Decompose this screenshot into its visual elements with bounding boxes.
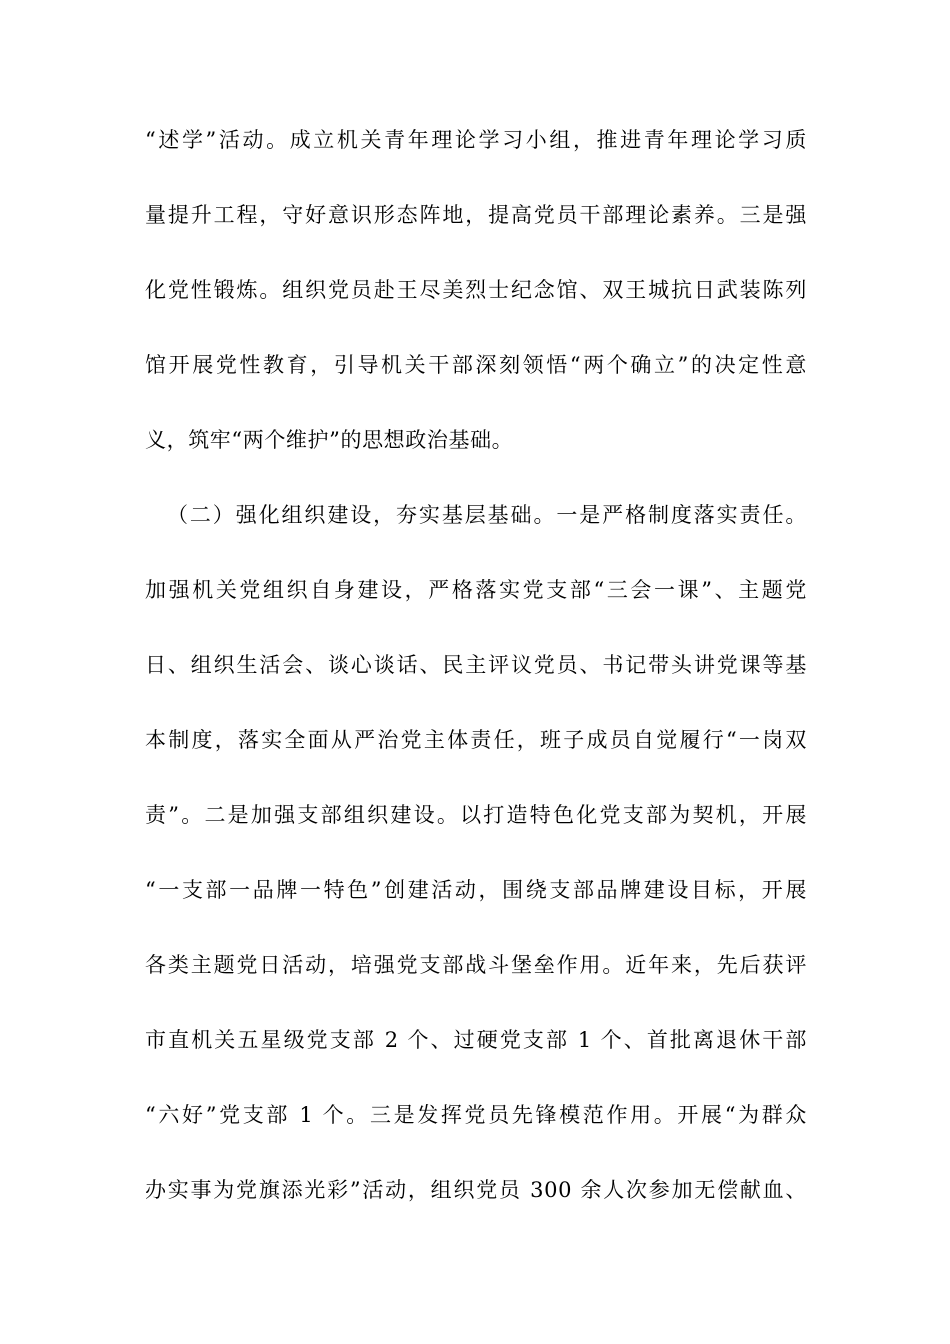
section-heading-line: （二）强化组织建设，夯实基层基础。一是严格制度落实责任。 <box>167 503 807 527</box>
text-line: “述学”活动。成立机关青年理论学习小组，推进青年理论学习质 <box>145 128 807 152</box>
body-text <box>145 103 807 1228</box>
text-line: 馆开展党性教育，引导机关干部深刻领悟“两个确立”的决定性意 <box>145 353 807 377</box>
text-line: “六好”党支部 1 个。三是发挥党员先锋模范作用。开展“为群众 <box>145 1103 807 1127</box>
text-line: 日、组织生活会、谈心谈话、民主评议党员、书记带头讲党课等基 <box>145 653 807 677</box>
text-line: 责”。二是加强支部组织建设。以打造特色化党支部为契机，开展 <box>145 803 807 827</box>
text-line: 市直机关五星级党支部 2 个、过硬党支部 1 个、首批离退休干部 <box>145 1028 807 1052</box>
text-line: 本制度，落实全面从严治党主体责任，班子成员自觉履行“一岗双 <box>145 728 807 752</box>
text-line: 加强机关党组织自身建设，严格落实党支部“三会一课”、主题党 <box>145 578 807 602</box>
text-line: “一支部一品牌一特色”创建活动，围绕支部品牌建设目标，开展 <box>145 878 807 902</box>
text-line: 办实事为党旗添光彩”活动，组织党员 300 余人次参加无偿献血、 <box>145 1178 807 1202</box>
text-line: 化党性锻炼。组织党员赴王尽美烈士纪念馆、双王城抗日武装陈列 <box>145 278 807 302</box>
text-line: 各类主题党日活动，培强党支部战斗堡垒作用。近年来，先后获评 <box>145 953 807 977</box>
text-line: 义，筑牢“两个维护”的思想政治基础。 <box>145 428 514 452</box>
text-line: 量提升工程，守好意识形态阵地，提高党员干部理论素养。三是强 <box>145 203 807 227</box>
